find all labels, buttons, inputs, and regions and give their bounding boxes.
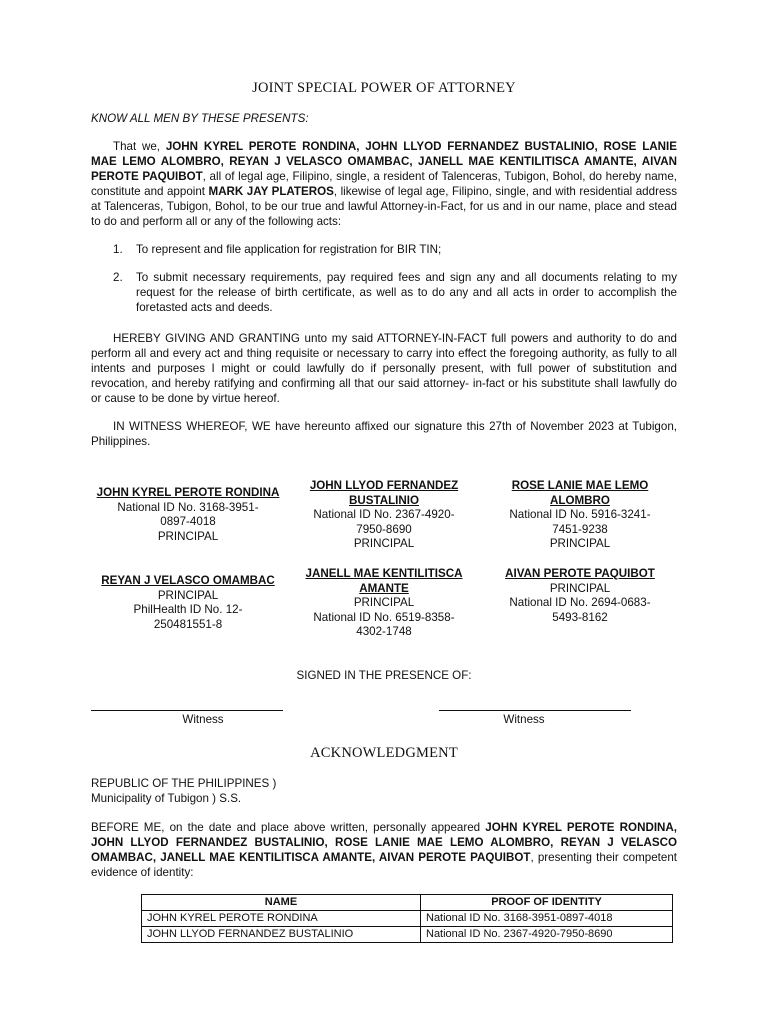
identity-table <box>141 894 673 943</box>
intro-paragraph <box>91 139 677 229</box>
act-text: To submit necessary requirements, pay required fees and sign any and all documents relating to my request for the release of birth certificate, as well as to do any and all acts in order to accomplish the foretasted acts and deeds. <box>136 271 677 314</box>
signatory-id: National ID No. 6519-8358- <box>313 610 455 624</box>
act-number: 2. <box>113 271 123 284</box>
document-title: JOINT SPECIAL POWER OF ATTORNEY <box>252 80 516 96</box>
act-number: 1. <box>113 243 123 256</box>
signatory-id: 4302-1748 <box>356 625 412 638</box>
table-row <box>142 927 673 943</box>
table-row <box>142 911 673 927</box>
signatory-id: 5493-8162 <box>552 610 608 624</box>
signatory-role: PRINCIPAL <box>157 588 219 602</box>
signatory-id: National ID No. 3168-3951- <box>117 500 259 514</box>
signatory-id: National ID No. 2694-0683- <box>509 596 651 609</box>
witness-whereof-paragraph: IN WITNESS WHEREOF, WE have hereunto affixed our signature this 27th of November 2023 at Tubigon, Philippines. <box>91 420 677 448</box>
intro-mid: , all of legal age, Filipino, single, a resident of Talenceras, Tubigon, Bohol, do hereby name, constitute and appoint <box>91 170 677 198</box>
signatory-block <box>289 567 479 640</box>
acts-list <box>91 242 677 323</box>
signatory-block <box>485 479 675 552</box>
venue-municipality: Municipality of Tubigon ) S.S. <box>91 792 242 805</box>
signatory-role: PRINCIPAL <box>353 537 415 550</box>
intro-lead: That we, <box>113 140 161 153</box>
witness-signature-line <box>91 710 283 711</box>
signatory-role: PRINCIPAL <box>549 537 611 550</box>
intro-tail: , likewise of legal age, Filipino, single, and with residential address at Talenceras, Tubigon, Bohol, to be our true and lawful Attorney-in-Fact, for us and in our name, place and stead to do and perform all or any of the following acts: <box>91 185 677 228</box>
table-header-row <box>142 895 673 911</box>
signatory-id: 250481551-8 <box>153 617 223 631</box>
principal-names: JOHN KYREL PEROTE RONDINA, JOHN LLYOD FERNANDEZ BUSTALINIO, ROSE LANIE MAE LEMO ALOMBRO, REYAN J VELASCO OMAMBAC, JANELL MAE KENTILITISCA AMANTE, AIVAN PEROTE PAQUIBOT <box>91 140 677 183</box>
signatory-name: JOHN LLYOD FERNANDEZ BUSTALINIO <box>309 479 459 507</box>
act-text: To represent and file application for registration for BIR TIN; <box>136 243 442 256</box>
act-item <box>91 242 677 257</box>
signatory-block <box>289 479 479 552</box>
before-me-tail: , presenting their competent evidence of identity: <box>91 851 678 879</box>
table-cell-proof: National ID No. 2367-4920-7950-8690 <box>421 927 673 943</box>
act-item <box>91 270 677 315</box>
table-cell-proof: National ID No. 3168-3951-0897-4018 <box>421 911 673 927</box>
venue-republic: REPUBLIC OF THE PHILIPPINES ) <box>91 777 277 790</box>
signatory-role: PRINCIPAL <box>353 596 415 609</box>
attorney-name: MARK JAY PLATEROS <box>208 185 334 198</box>
signatory-id: 7451-9238 <box>552 522 608 536</box>
witness-label: Witness <box>182 713 224 726</box>
signatory-id: PhilHealth ID No. 12- <box>133 603 243 616</box>
column-header-proof: PROOF OF IDENTITY <box>421 895 673 911</box>
signatory-name: JOHN KYREL PEROTE RONDINA <box>96 486 280 499</box>
witness-signature-line <box>439 710 631 711</box>
signatory-id: 0897-4018 <box>160 515 216 528</box>
signatory-name: ROSE LANIE MAE LEMO ALOMBRO <box>511 479 649 507</box>
signed-presence-label: SIGNED IN THE PRESENCE OF: <box>296 669 472 682</box>
signatory-id: 7950-8690 <box>356 522 412 536</box>
signatory-block <box>485 567 675 625</box>
table-cell-name: JOHN KYREL PEROTE RONDINA <box>142 911 421 927</box>
signatory-name: AIVAN PEROTE PAQUIBOT <box>505 567 655 580</box>
before-me-paragraph <box>91 820 677 880</box>
before-me-lead: BEFORE ME, on the date and place above written, personally appeared <box>91 821 481 834</box>
table-cell-name: JOHN LLYOD FERNANDEZ BUSTALINIO <box>142 927 421 943</box>
signatory-id: National ID No. 5916-3241- <box>509 508 651 521</box>
signatory-name: REYAN J VELASCO OMAMBAC <box>101 574 275 587</box>
signatory-block <box>93 574 283 632</box>
acknowledgment-title: ACKNOWLEDGMENT <box>310 745 458 761</box>
appearing-names: JOHN KYREL PEROTE RONDINA, JOHN LLYOD FERNANDEZ BUSTALINIO, ROSE LANIE MAE LEMO ALOMBRO, REYAN J VELASCO OMAMBAC, JANELL MAE KENTILITISCA AMANTE, AIVAN PEROTE PAQUIBOT <box>91 821 678 864</box>
know-all-heading: KNOW ALL MEN BY THESE PRESENTS: <box>91 112 309 125</box>
column-header-name: NAME <box>142 895 421 911</box>
signatory-name: JANELL MAE KENTILITISCA AMANTE <box>305 567 463 595</box>
signatory-id: National ID No. 2367-4920- <box>313 508 455 521</box>
signatory-role: PRINCIPAL <box>157 529 219 543</box>
signatory-block <box>93 486 283 544</box>
signatory-role: PRINCIPAL <box>549 581 611 595</box>
hereby-paragraph: HEREBY GIVING AND GRANTING unto my said ATTORNEY-IN-FACT full powers and authority to do and perform all and every act and thing requisite or necessary to carry into effect the foregoing authority, as fully to all intents and purposes I might or could lawfully do if personally present, with full power of substitution and revocation, and hereby ratifying and confirming all that our said attorney- in-fact or his substitute shall lawfully do or cause to be done by virtue hereof. <box>91 332 677 405</box>
witness-label: Witness <box>503 713 545 726</box>
